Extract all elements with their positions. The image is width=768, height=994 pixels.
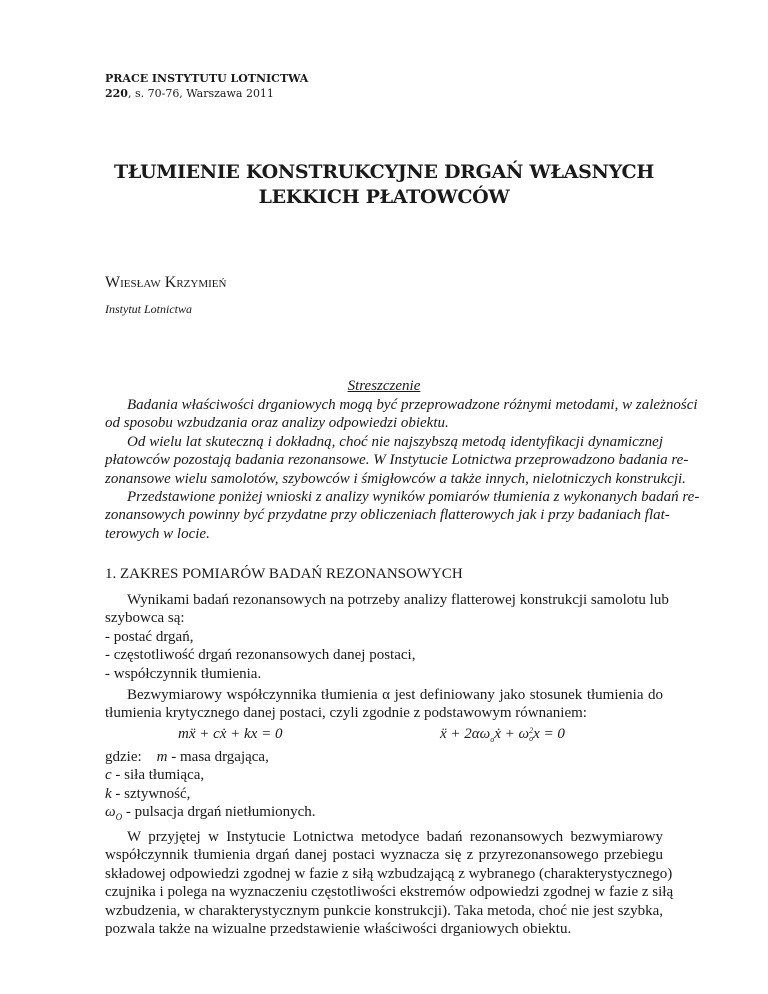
abstract-line: terowych w locie.: [105, 525, 210, 542]
abstract-line: Przedstawione poniżej wnioski z analizy wyników pomiarów tłumienia z wykonanych badań re-: [127, 489, 700, 506]
list-item: - współczynnik tłumienia.: [105, 665, 262, 682]
symbol-m: gdzie: m - masa drgająca,: [105, 749, 269, 765]
list-item: - częstotliwość drgań rezonansowych danej postaci,: [105, 647, 416, 664]
list-item: - postać drgań,: [105, 628, 194, 645]
text-line: szybowca są:: [105, 610, 185, 627]
text-line: składowej odpowiedzi zgodnej w fazie z siłą wzbudzającą z wybranego (charakterystycznego): [105, 865, 673, 882]
section-heading: 1. ZAKRES POMIARÓW BADAŃ REZONANSOWYCH: [105, 566, 463, 582]
title-line-2: LEKKICH PŁATOWCÓW: [258, 186, 510, 208]
definition-paragraph: [105, 686, 663, 723]
abstract-line: zonansowe wielu samolotów, szybowców i śmigłowców a także innych, nielotniczych konstrukcji.: [105, 470, 686, 487]
abstract: [105, 396, 700, 543]
text-line: W przyjętej w Instytucie Lotnictwa metodyce badań rezonansowych bezwymiarowy: [127, 829, 663, 845]
text-line: Bezwymiarowy współczynnika tłumienia α jest definiowany jako stosunek tłumienia do: [127, 687, 663, 703]
abstract-heading: Streszczenie: [347, 378, 421, 394]
section-intro: [105, 591, 669, 683]
abstract-line: Badania właściwości drganiowych mogą być przeprowadzone różnymi metodami, w zależności: [127, 397, 698, 413]
abstract-line: płatowców pozostają badania rezonansowe. W Instytucie Lotnictwa przeprowadzono badania re-: [105, 452, 689, 469]
text-line: tłumienia krytycznego danej postaci, czyli zgodnie z podstawowym równaniem:: [105, 705, 587, 722]
volume: 220: [105, 87, 128, 100]
symbol-omega: $\omega_O$ - pulsacja drgań nietłumionych.: [105, 804, 316, 823]
abstract-line: zonansowych powinny być przydatne przy obliczeniach flatterowych jak i przy badaniach flat-: [105, 507, 670, 524]
journal-citation: [105, 87, 274, 100]
text-line: pozwala także na wizualne przedstawienie właściwości drganiowych obiektu.: [105, 921, 572, 938]
symbol-c: c - siła tłumiąca,: [105, 767, 205, 784]
method-paragraph: [105, 828, 674, 938]
symbol-definitions: [105, 748, 663, 827]
abstract-line: od sposobu wzbudzania oraz analizy odpowiedzi obiektu.: [105, 415, 449, 432]
journal-name: PRACE INSTYTUTU LOTNICTWA: [105, 72, 309, 85]
abstract-line: Od wielu lat skuteczną i dokładną, choć nie najszybszą metodą identyfikacji dynamicznej: [127, 433, 663, 450]
text-line: Wynikami badań rezonansowych na potrzeby analizy flatterowej konstrukcji samolotu lub: [127, 592, 669, 608]
equation-1: mẍ + cẋ + kx = 0: [178, 726, 283, 742]
title-line-1: TŁUMIENIE KONSTRUKCYJNE DRGAŃ WŁASNYCH: [114, 161, 654, 183]
symbol-k: k - sztywność,: [105, 785, 191, 802]
text-line: wzbudzenia, w charakterystycznym punkcie konstrukcji). Taka metoda, choć nie jest szybka,: [105, 902, 663, 919]
author: Wiesław Krzymień: [105, 274, 227, 291]
pages: , s. 70-76, Warszawa 2011: [127, 87, 274, 100]
equation-2: ẍ + $2\alpha\omega_oẋ + \omega$ 2 o x = 0: [440, 725, 565, 744]
affiliation: Instytut Lotnictwa: [105, 302, 192, 316]
text-line: współczynnik tłumienia drgań danej postaci wyznacza się z przyrezonansowego przebiegu: [105, 847, 663, 864]
text-line: czujnika i polega na wyznaczeniu częstotliwości ekstremów odpowiedzi zgodnej w fazie z siłą: [105, 884, 674, 901]
